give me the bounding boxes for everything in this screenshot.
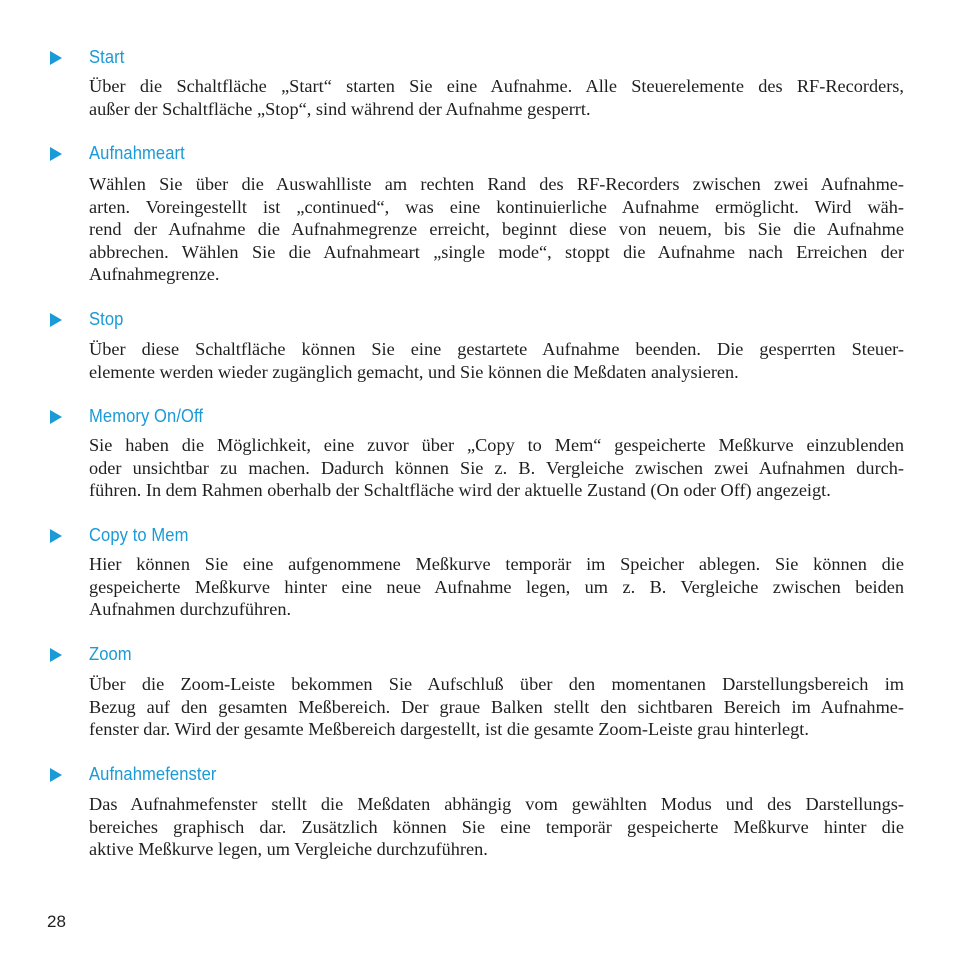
section-heading — [0, 766, 954, 788]
text-line: bereiches graphisch dar. Zusätzlich können Sie eine temporär gespeicherte Meßkurve hinter die — [89, 816, 904, 837]
text-line: Bezug auf den gesamten Meßbereich. Der graue Balken stellt den sichtbaren Bereich im Aufnahme- — [89, 696, 904, 717]
text-line: Über die Zoom-Leiste bekommen Sie Aufschluß über den momentanen Darstellungsbereich im — [89, 674, 904, 694]
text-line: Aufnahmegrenze. — [89, 264, 220, 284]
paragraph-aufnahmeart — [89, 173, 904, 286]
section-stop — [0, 309, 954, 382]
text-line: Wählen Sie über die Auswahlliste am rechten Rand des RF-Recorders zwischen zwei Aufnahme- — [89, 174, 904, 194]
text-line: elemente werden wieder zugänglich gemacht, und Sie können die Meßdaten analysieren. — [89, 361, 739, 382]
section-start — [0, 47, 954, 119]
text-line: führen. In dem Rahmen oberhalb der Schaltfläche wird der aktuelle Zustand (On oder Off) angezeigt. — [89, 480, 831, 500]
heading-memory: Memory On/Off — [89, 406, 204, 426]
text-line: Über diese Schaltfläche können Sie eine gestartete Aufnahme beenden. Die gesperrten Steuer- — [89, 339, 904, 359]
page-number: 28 — [47, 912, 66, 931]
paragraph-start — [89, 75, 904, 120]
section-heading — [0, 527, 954, 549]
heading-aufnahmefenster: Aufnahmefenster — [89, 764, 217, 784]
paragraph-aufnahmefenster — [89, 793, 904, 861]
text-line: arten. Voreingestellt ist „continued“, was eine kontinuierliche Aufnahme ermöglicht. Wird wäh- — [89, 196, 904, 217]
paragraph-copy-to-mem — [89, 553, 904, 621]
triangle-bullet-icon — [50, 648, 62, 662]
text-line: Sie haben die Möglichkeit, eine zuvor über „Copy to Mem“ gespeicherte Meßkurve einzublenden — [89, 435, 904, 455]
heading-start: Start — [89, 47, 125, 67]
triangle-bullet-icon — [50, 768, 62, 782]
text-line: oder unsichtbar zu machen. Dadurch können Sie z. B. Vergleiche zwischen zwei Aufnahmen durch- — [89, 457, 904, 478]
section-heading — [0, 49, 954, 71]
text-line: außer der Schaltfläche „Stop“, sind während der Aufnahme gesperrt. — [89, 98, 591, 119]
heading-copy-to-mem: Copy to Mem — [89, 525, 189, 545]
text-line: abbrechen. Wählen Sie die Aufnahmeart „single mode“, stoppt die Aufnahme nach Erreichen der — [89, 241, 904, 262]
section-copy-to-mem — [0, 525, 954, 619]
text-line: Über die Schaltfläche „Start“ starten Sie eine Aufnahme. Alle Steuerelemente des RF-Recorders, — [89, 76, 904, 96]
triangle-bullet-icon — [50, 529, 62, 543]
paragraph-zoom — [89, 673, 904, 741]
text-line: Aufnahmen durchzuführen. — [89, 599, 292, 619]
section-aufnahmefenster — [0, 764, 954, 859]
text-line: Das Aufnahmefenster stellt die Meßdaten abhängig vom gewählten Modus und des Darstellungs- — [89, 794, 904, 814]
triangle-bullet-icon — [50, 147, 62, 161]
section-aufnahmeart — [0, 143, 954, 284]
text-line: rend der Aufnahme die Aufnahmegrenze erreicht, beginnt diese von neuem, bis Sie die Aufnahme — [89, 219, 904, 239]
paragraph-stop — [89, 338, 904, 383]
heading-zoom: Zoom — [89, 644, 132, 664]
text-line: fenster dar. Wird der gesamte Meßbereich dargestellt, ist die gesamte Zoom-Leiste grau hinterlegt. — [89, 719, 809, 739]
text-line: Hier können Sie eine aufgenommene Meßkurve temporär im Speicher ablegen. Sie können die — [89, 554, 904, 574]
section-zoom — [0, 644, 954, 739]
triangle-bullet-icon — [50, 313, 62, 327]
section-heading — [0, 145, 954, 167]
heading-stop: Stop — [89, 309, 124, 329]
triangle-bullet-icon — [50, 410, 62, 424]
triangle-bullet-icon — [50, 51, 62, 65]
paragraph-memory — [89, 434, 904, 502]
section-heading — [0, 646, 954, 668]
section-heading — [0, 311, 954, 333]
section-memory — [0, 406, 954, 500]
section-heading — [0, 408, 954, 430]
text-line: gespeicherte Meßkurve hinter eine neue Aufnahme legen, um z. B. Vergleiche zwischen beiden — [89, 576, 904, 597]
text-line: aktive Meßkurve legen, um Vergleiche durchzuführen. — [89, 839, 488, 859]
heading-aufnahmeart: Aufnahmeart — [89, 143, 185, 163]
